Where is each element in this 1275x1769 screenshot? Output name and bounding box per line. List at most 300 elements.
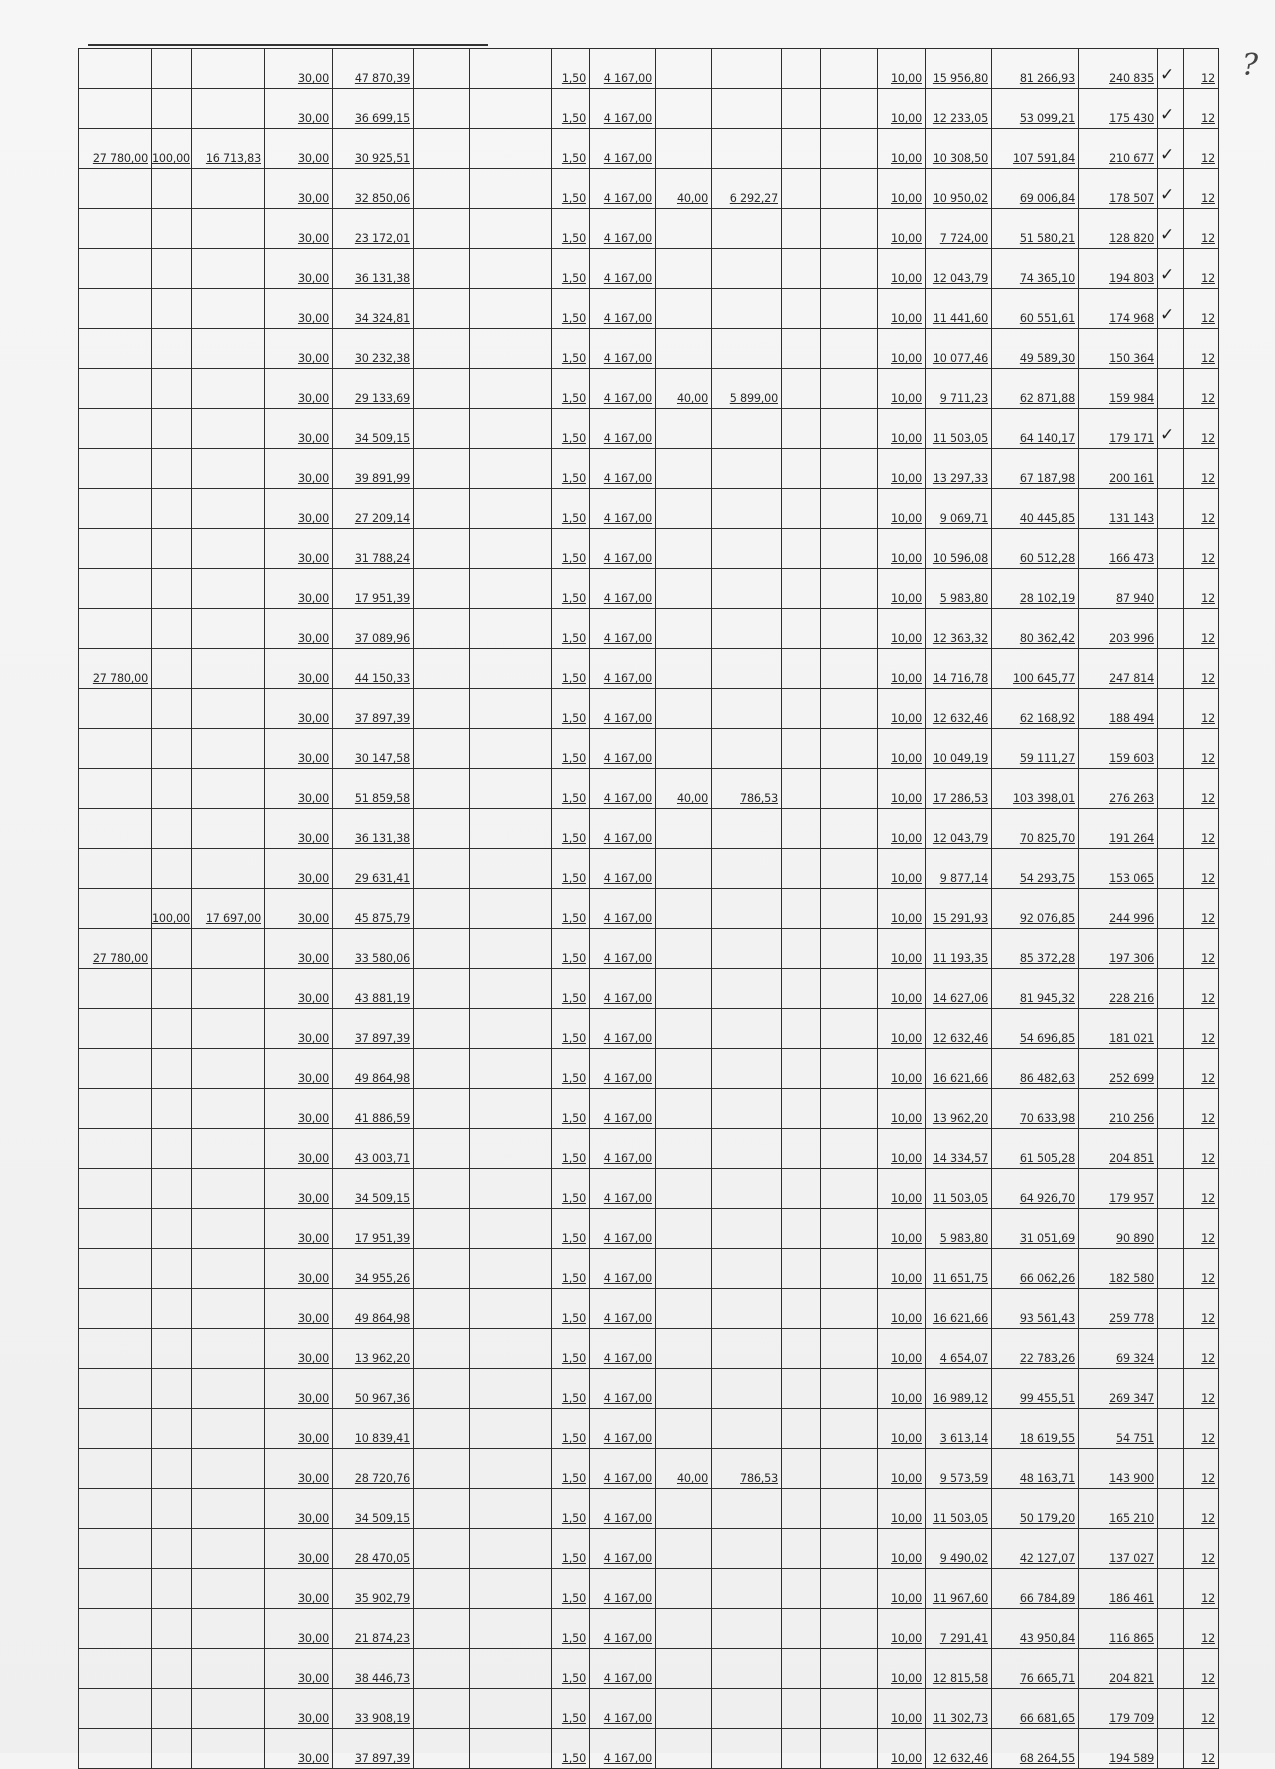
table-cell [152, 1489, 192, 1529]
table-cell [782, 129, 821, 169]
cell-value: 1,50 [561, 1272, 586, 1285]
cell-value: 12 [1201, 832, 1215, 845]
cell-value: 143 900 [1109, 1472, 1154, 1485]
cell-value: 10,00 [890, 512, 922, 525]
cell-value: 31 051,69 [1019, 1232, 1075, 1245]
table-cell [470, 1529, 552, 1569]
cell-value: 4 167,00 [603, 1112, 652, 1125]
cell-value: 12 [1201, 552, 1215, 565]
cell-value: 30,00 [297, 352, 329, 365]
cell-value: 30,00 [297, 1672, 329, 1685]
table-cell [1184, 929, 1219, 969]
table-cell [192, 769, 265, 809]
cell-value: 67 187,98 [1019, 472, 1075, 485]
table-cell [152, 1609, 192, 1649]
cell-value: 30,00 [297, 552, 329, 565]
table-cell [712, 849, 782, 889]
cell-value: 1,50 [561, 432, 586, 445]
table-cell [265, 1449, 333, 1489]
cell-value: 38 446,73 [354, 1672, 410, 1685]
table-cell [470, 609, 552, 649]
table-cell [992, 409, 1079, 449]
cell-value: 12 [1201, 1392, 1215, 1405]
cell-value: 9 490,02 [939, 1552, 988, 1565]
table-cell [656, 1089, 712, 1129]
table-cell [656, 969, 712, 1009]
table-cell [656, 729, 712, 769]
table-cell [992, 169, 1079, 209]
cell-value: 137 027 [1109, 1552, 1154, 1565]
table-cell [1184, 1329, 1219, 1369]
table-cell [1184, 1609, 1219, 1649]
check-mark-cell [1158, 1609, 1184, 1649]
table-cell [552, 1569, 590, 1609]
table-cell [590, 249, 656, 289]
table-cell [992, 929, 1079, 969]
cell-value: 203 996 [1109, 632, 1154, 645]
cell-value: 11 302,73 [932, 1712, 988, 1725]
cell-value: 12 [1201, 152, 1215, 165]
table-cell [992, 1409, 1079, 1449]
cell-value: 30,00 [297, 832, 329, 845]
table-cell [192, 289, 265, 329]
table-cell [192, 569, 265, 609]
table-cell [1079, 1169, 1158, 1209]
table-cell [1184, 1249, 1219, 1289]
table-cell [1079, 1609, 1158, 1649]
cell-value: 10,00 [890, 1032, 922, 1045]
ledger-body [79, 49, 1219, 1769]
table-cell [656, 929, 712, 969]
table-cell [656, 1569, 712, 1609]
table-cell [590, 449, 656, 489]
check-mark-cell [1158, 1729, 1184, 1769]
cell-value: 37 897,39 [354, 712, 410, 725]
table-cell [552, 649, 590, 689]
table-cell [782, 689, 821, 729]
cell-value: 30,00 [297, 672, 329, 685]
table-cell [333, 529, 414, 569]
cell-value: 30,00 [297, 472, 329, 485]
table-cell [192, 1649, 265, 1689]
table-cell [656, 1049, 712, 1089]
cell-value: 40,00 [676, 392, 708, 405]
table-cell [821, 1209, 878, 1249]
table-row [79, 209, 1219, 249]
cell-value: 40,00 [676, 1472, 708, 1485]
cell-value: 10,00 [890, 632, 922, 645]
cell-value: 30,00 [297, 1512, 329, 1525]
table-cell [470, 369, 552, 409]
cell-value: 22 783,26 [1019, 1352, 1075, 1365]
check-mark: ✓ [1160, 65, 1175, 85]
cell-value: 12 [1201, 232, 1215, 245]
table-cell [782, 1449, 821, 1489]
cell-value: 14 716,78 [932, 672, 988, 685]
cell-value: 10 839,41 [354, 1432, 410, 1445]
table-cell [1079, 969, 1158, 1009]
cell-value: 49 864,98 [354, 1312, 410, 1325]
cell-value: 81 266,93 [1019, 72, 1075, 85]
cell-value: 1,50 [561, 752, 586, 765]
cell-value: 40 445,85 [1019, 512, 1075, 525]
table-cell [79, 1089, 152, 1129]
cell-value: 1,50 [561, 1752, 586, 1765]
table-cell [552, 569, 590, 609]
table-row [79, 969, 1219, 1009]
table-cell [552, 249, 590, 289]
table-cell [656, 1729, 712, 1769]
table-cell [590, 689, 656, 729]
table-cell [152, 889, 192, 929]
table-cell [152, 1089, 192, 1129]
table-cell [79, 529, 152, 569]
table-cell [1184, 529, 1219, 569]
table-cell [414, 609, 470, 649]
cell-value: 30,00 [297, 1072, 329, 1085]
check-mark-cell [1158, 289, 1184, 329]
table-cell [878, 689, 926, 729]
table-cell [878, 1609, 926, 1649]
cell-value: 191 264 [1109, 832, 1154, 845]
table-cell [414, 529, 470, 569]
table-cell [265, 1369, 333, 1409]
table-cell [656, 1249, 712, 1289]
cell-value: 30,00 [297, 1352, 329, 1365]
check-mark-cell [1158, 1049, 1184, 1089]
table-cell [1184, 1409, 1219, 1449]
table-cell [590, 1689, 656, 1729]
table-cell [712, 489, 782, 529]
table-cell [712, 1289, 782, 1329]
check-mark-cell [1158, 1009, 1184, 1049]
cell-value: 30,00 [297, 1192, 329, 1205]
table-cell [192, 1729, 265, 1769]
table-cell [1184, 569, 1219, 609]
table-cell [192, 1689, 265, 1729]
cell-value: 54 751 [1116, 1432, 1154, 1445]
table-cell [1184, 649, 1219, 689]
table-cell [782, 449, 821, 489]
cell-value: 12 [1201, 272, 1215, 285]
table-cell [470, 1409, 552, 1449]
table-cell [878, 529, 926, 569]
table-cell [192, 329, 265, 369]
table-cell [79, 969, 152, 1009]
cell-value: 10,00 [890, 872, 922, 885]
cell-value: 17 286,53 [932, 792, 988, 805]
table-cell [821, 1329, 878, 1369]
table-cell [821, 49, 878, 89]
table-cell [152, 169, 192, 209]
table-cell [782, 1249, 821, 1289]
table-cell [878, 1049, 926, 1089]
cell-value: 10,00 [890, 1472, 922, 1485]
table-cell [782, 849, 821, 889]
table-cell [712, 649, 782, 689]
table-cell [992, 329, 1079, 369]
table-cell [1079, 449, 1158, 489]
table-cell [1079, 769, 1158, 809]
cell-value: 10,00 [890, 472, 922, 485]
table-cell [152, 449, 192, 489]
table-cell [265, 489, 333, 529]
cell-value: 10,00 [890, 1232, 922, 1245]
table-cell [926, 529, 992, 569]
cell-value: 1,50 [561, 1312, 586, 1325]
cell-value: 10,00 [890, 912, 922, 925]
table-cell [552, 849, 590, 889]
table-cell [782, 89, 821, 129]
table-cell [926, 249, 992, 289]
cell-value: 10,00 [890, 1392, 922, 1405]
table-cell [656, 249, 712, 289]
cell-value: 32 850,06 [354, 192, 410, 205]
cell-value: 64 140,17 [1019, 432, 1075, 445]
table-cell [656, 209, 712, 249]
table-cell [152, 489, 192, 529]
cell-value: 1,50 [561, 832, 586, 845]
table-row [79, 1529, 1219, 1569]
table-cell [1079, 729, 1158, 769]
cell-value: 87 940 [1116, 592, 1154, 605]
table-cell [782, 1049, 821, 1089]
cell-value: 62 871,88 [1019, 392, 1075, 405]
table-cell [1079, 209, 1158, 249]
cell-value: 4 167,00 [603, 832, 652, 845]
table-cell [992, 209, 1079, 249]
table-cell [192, 1249, 265, 1289]
table-cell [414, 1529, 470, 1569]
cell-value: 1,50 [561, 1232, 586, 1245]
table-cell [333, 449, 414, 489]
table-cell [470, 329, 552, 369]
table-cell [926, 1329, 992, 1369]
table-cell [414, 929, 470, 969]
cell-value: 1,50 [561, 1072, 586, 1085]
table-cell [656, 1649, 712, 1689]
table-cell [656, 1409, 712, 1449]
table-cell [79, 649, 152, 689]
table-cell [414, 1169, 470, 1209]
table-cell [590, 1249, 656, 1289]
cell-value: 252 699 [1109, 1072, 1154, 1085]
table-cell [590, 769, 656, 809]
table-cell [1079, 1649, 1158, 1689]
table-row [79, 689, 1219, 729]
table-cell [656, 529, 712, 569]
table-cell [333, 1609, 414, 1649]
cell-value: 12 [1201, 952, 1215, 965]
table-cell [265, 769, 333, 809]
table-cell [992, 1049, 1079, 1089]
table-cell [1184, 849, 1219, 889]
table-cell [265, 129, 333, 169]
table-cell [152, 649, 192, 689]
cell-value: 1,50 [561, 1552, 586, 1565]
table-cell [79, 1009, 152, 1049]
cell-value: 12 [1201, 1072, 1215, 1085]
table-cell [712, 729, 782, 769]
cell-value: 4 167,00 [603, 472, 652, 485]
table-cell [992, 1449, 1079, 1489]
cell-value: 10,00 [890, 1632, 922, 1645]
cell-value: 10,00 [890, 792, 922, 805]
cell-value: 13 297,33 [932, 472, 988, 485]
cell-value: 12 [1201, 872, 1215, 885]
table-cell [152, 569, 192, 609]
table-cell [821, 1169, 878, 1209]
table-cell [79, 249, 152, 289]
cell-value: 92 076,85 [1019, 912, 1075, 925]
table-cell [414, 1569, 470, 1609]
table-cell [333, 1529, 414, 1569]
table-cell [926, 1649, 992, 1689]
cell-value: 37 897,39 [354, 1032, 410, 1045]
table-cell [590, 409, 656, 449]
table-cell [414, 289, 470, 329]
table-cell [414, 569, 470, 609]
table-cell [192, 929, 265, 969]
cell-value: 4 167,00 [603, 232, 652, 245]
table-cell [552, 289, 590, 329]
table-cell [192, 49, 265, 89]
table-cell [782, 169, 821, 209]
table-cell [1184, 1169, 1219, 1209]
cell-value: 36 131,38 [354, 272, 410, 285]
table-cell [552, 409, 590, 449]
cell-value: 12 [1201, 592, 1215, 605]
cell-value: 100,00 [152, 912, 190, 925]
table-cell [152, 1449, 192, 1489]
table-cell [470, 249, 552, 289]
cell-value: 1,50 [561, 952, 586, 965]
cell-value: 10 077,46 [932, 352, 988, 365]
cell-value: 1,50 [561, 592, 586, 605]
cell-value: 4 167,00 [603, 552, 652, 565]
table-cell [552, 49, 590, 89]
cell-value: 4 167,00 [603, 1592, 652, 1605]
table-cell [552, 769, 590, 809]
check-mark: ✓ [1160, 225, 1175, 245]
cell-value: 4 167,00 [603, 1152, 652, 1165]
table-cell [414, 1729, 470, 1769]
table-cell [992, 729, 1079, 769]
table-cell [926, 1009, 992, 1049]
table-cell [590, 1209, 656, 1249]
cell-value: 179 709 [1109, 1712, 1154, 1725]
table-cell [1184, 89, 1219, 129]
check-mark: ✓ [1160, 265, 1175, 285]
cell-value: 4 167,00 [603, 752, 652, 765]
table-cell [992, 609, 1079, 649]
table-cell [333, 1209, 414, 1249]
table-cell [926, 689, 992, 729]
check-mark: ✓ [1160, 425, 1175, 445]
cell-value: 1,50 [561, 1592, 586, 1605]
table-cell [552, 489, 590, 529]
cell-value: 4 167,00 [603, 192, 652, 205]
cell-value: 10,00 [890, 432, 922, 445]
cell-value: 9 069,71 [939, 512, 988, 525]
cell-value: 30,00 [297, 1272, 329, 1285]
table-cell [333, 569, 414, 609]
table-cell [821, 1689, 878, 1729]
table-cell [821, 609, 878, 649]
table-cell [782, 489, 821, 529]
table-cell [878, 1569, 926, 1609]
table-cell [265, 249, 333, 289]
table-cell [265, 1169, 333, 1209]
cell-value: 34 509,15 [354, 1192, 410, 1205]
table-cell [656, 129, 712, 169]
cell-value: 12 [1201, 192, 1215, 205]
table-cell [414, 1649, 470, 1689]
table-cell [992, 129, 1079, 169]
cell-value: 30,00 [297, 1552, 329, 1565]
cell-value: 12 [1201, 1312, 1215, 1325]
cell-value: 10,00 [890, 112, 922, 125]
table-cell [878, 369, 926, 409]
cell-value: 197 306 [1109, 952, 1154, 965]
table-cell [590, 49, 656, 89]
table-cell [79, 409, 152, 449]
cell-value: 4 167,00 [603, 712, 652, 725]
table-cell [79, 1489, 152, 1529]
cell-value: 12 043,79 [932, 272, 988, 285]
table-cell [1184, 249, 1219, 289]
cell-value: 100 645,77 [1012, 672, 1075, 685]
table-cell [1079, 89, 1158, 129]
table-cell [265, 1489, 333, 1529]
table-cell [1079, 569, 1158, 609]
table-cell [656, 649, 712, 689]
table-cell [79, 369, 152, 409]
cell-value: 70 825,70 [1019, 832, 1075, 845]
table-cell [265, 409, 333, 449]
table-cell [821, 1049, 878, 1089]
table-cell [265, 89, 333, 129]
table-row [79, 1409, 1219, 1449]
table-cell [926, 89, 992, 129]
cell-value: 49 589,30 [1019, 352, 1075, 365]
table-cell [79, 1209, 152, 1249]
table-cell [782, 1329, 821, 1369]
table-cell [470, 1689, 552, 1729]
cell-value: 44 150,33 [354, 672, 410, 685]
table-cell [333, 1329, 414, 1369]
cell-value: 30,00 [297, 1592, 329, 1605]
table-cell [333, 169, 414, 209]
cell-value: 4 167,00 [603, 872, 652, 885]
table-row [79, 1249, 1219, 1289]
table-cell [1079, 369, 1158, 409]
cell-value: 60 551,61 [1019, 312, 1075, 325]
table-cell [992, 809, 1079, 849]
table-cell [152, 1569, 192, 1609]
table-cell [265, 449, 333, 489]
cell-value: 12 [1201, 1352, 1215, 1365]
table-cell [821, 169, 878, 209]
table-cell [1184, 1729, 1219, 1769]
cell-value: 1,50 [561, 1392, 586, 1405]
table-cell [414, 369, 470, 409]
table-cell [552, 1329, 590, 1369]
table-cell [656, 1009, 712, 1049]
cell-value: 30,00 [297, 1432, 329, 1445]
table-cell [192, 1169, 265, 1209]
cell-value: 30,00 [297, 112, 329, 125]
